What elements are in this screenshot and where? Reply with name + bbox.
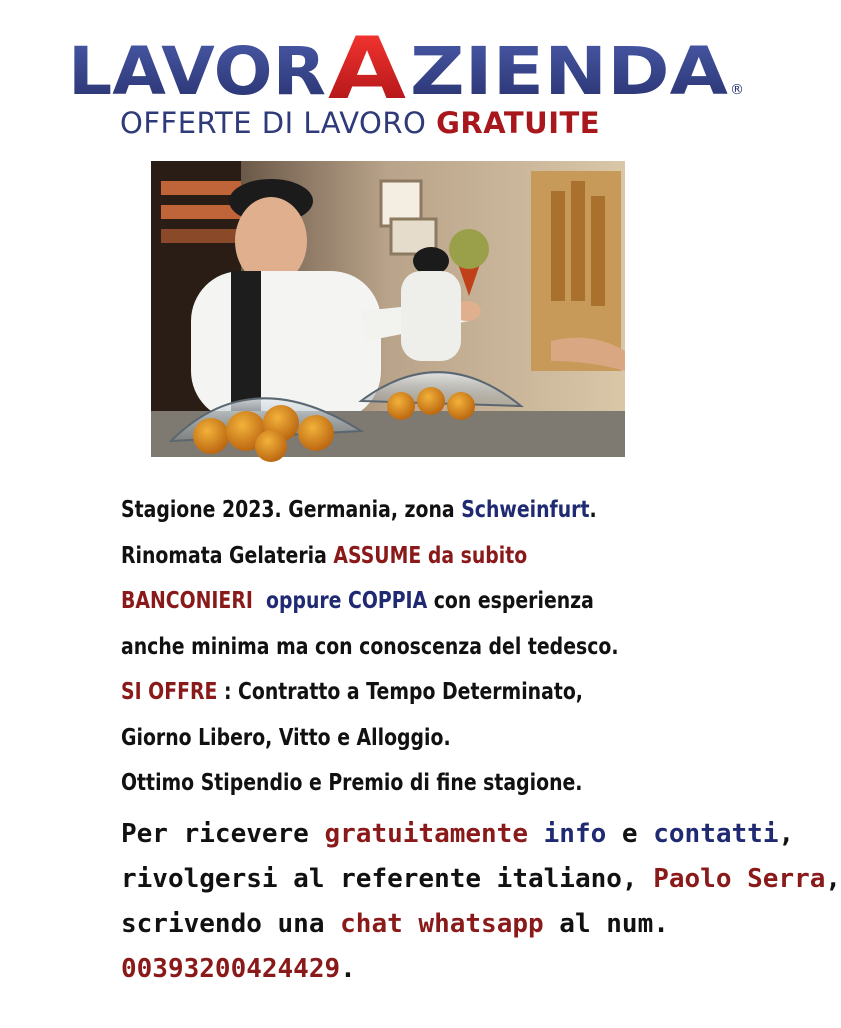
contact-line-3: scrivendo una chat whatsapp al num. bbox=[121, 909, 669, 939]
offer-highlight: SI OFFRE bbox=[121, 679, 218, 705]
logo-graphic bbox=[66, 18, 746, 119]
whatsapp-highlight: chat whatsapp bbox=[340, 909, 544, 939]
free-highlight: gratuitamente bbox=[324, 819, 528, 849]
subtitle-highlight: GRATUITE bbox=[436, 106, 601, 140]
contacts-highlight: contatti bbox=[653, 819, 779, 849]
gelato-shop-photo bbox=[151, 161, 625, 457]
contact-line-1: Per ricevere gratuitamente info e contatti, bbox=[121, 819, 795, 849]
role-highlight: BANCONIERI bbox=[121, 588, 253, 614]
referent-name: Paolo Serra bbox=[653, 864, 826, 894]
job-description bbox=[121, 488, 646, 807]
phone-number[interactable]: 00393200424429 bbox=[121, 954, 341, 984]
line-requirements: anche minima ma con conoscenza del tedesco. bbox=[121, 633, 619, 660]
line-roles: BANCONIERI oppure COPPIA con esperienza bbox=[121, 588, 594, 614]
subtitle-main: OFFERTE DI LAVORO bbox=[120, 106, 427, 140]
subtitle bbox=[120, 106, 680, 140]
registered-mark: ® bbox=[730, 82, 744, 98]
line-salary: Ottimo Stipendio e Premio di fine stagione. bbox=[121, 770, 583, 796]
contact-info bbox=[121, 812, 841, 992]
contact-line-2: rivolgersi al referente italiano, Paolo Serra, bbox=[121, 864, 841, 894]
photo-illustration bbox=[151, 161, 625, 457]
logo-text-zienda: ZIENDA bbox=[410, 33, 728, 110]
logo-text-a: A bbox=[328, 19, 407, 119]
line-offer: SI OFFRE : Contratto a Tempo Determinato, bbox=[121, 679, 583, 705]
line-season: Stagione 2023. Germania, zona Schweinfurt. bbox=[121, 497, 597, 523]
logo-text-lavor: LAVOR bbox=[68, 33, 326, 110]
line-benefits: Giorno Libero, Vitto e Alloggio. bbox=[121, 724, 451, 751]
location-highlight: Schweinfurt bbox=[461, 497, 590, 523]
couple-highlight: oppure COPPIA bbox=[265, 588, 428, 614]
hiring-highlight: ASSUME da subito bbox=[333, 542, 528, 569]
line-hiring: Rinomata Gelateria ASSUME da subito bbox=[121, 542, 528, 569]
info-highlight: info bbox=[543, 819, 607, 849]
contact-line-4: 00393200424429. bbox=[121, 954, 356, 984]
lavorazienda-logo bbox=[66, 18, 746, 119]
